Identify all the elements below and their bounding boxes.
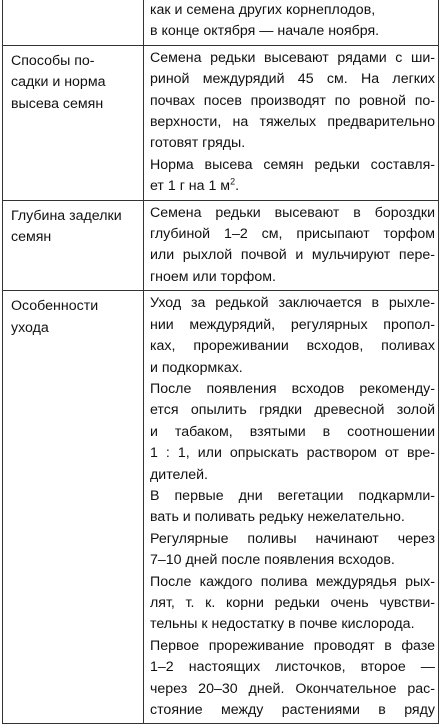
text-line-content: лят, т. к. корни редьки очень чувстви-	[150, 594, 435, 611]
text-line-content: 1–2 настоящих листочков, второе —	[150, 659, 435, 676]
text-line	[150, 91, 435, 112]
text-line-content: как и семена других корнеплодов,	[150, 2, 376, 18]
text-line	[150, 358, 435, 379]
text-line-content: ется опылить грядки древесной золой	[150, 402, 435, 419]
paragraph	[150, 486, 435, 529]
text-line-content: В первые дни вегетации подкармли-	[150, 487, 435, 504]
text-line-tail: .	[235, 178, 240, 195]
text-line	[150, 636, 435, 657]
text-line	[150, 700, 435, 721]
text-line-content: Уход за редькой заключается в рыхле-	[150, 295, 435, 312]
text-line	[150, 293, 435, 314]
row-label-line: садки и норма	[11, 74, 106, 91]
paragraph	[150, 293, 435, 379]
text-line	[150, 315, 435, 336]
text-line	[150, 155, 435, 176]
paragraph	[150, 529, 435, 572]
text-line-content: Первое прореживание проводят в фазе	[150, 637, 435, 654]
row-text-cell	[144, 45, 439, 200]
row-text-cell	[144, 200, 439, 291]
text-line	[150, 614, 435, 635]
text-line	[150, 465, 435, 486]
paragraph	[150, 572, 435, 636]
text-line-content: почвах посев производят по ровной по-	[150, 92, 435, 109]
text-line	[150, 224, 435, 245]
text-line-content: риной междурядий 45 см. На легких	[150, 71, 435, 88]
text-line-content: верхности, на тяжелых предварительно	[150, 114, 435, 131]
paragraph	[150, 155, 435, 198]
paragraph	[150, 379, 435, 486]
text-line-content: стояние между растениями в ряду	[150, 702, 435, 718]
paragraph	[150, 48, 435, 155]
text-line-content: ках, прореживании всходов, поливах	[150, 338, 435, 355]
superscript: 2	[230, 176, 236, 187]
row-label-cell	[3, 291, 144, 724]
text-line	[150, 133, 435, 154]
row-label-line: семян	[11, 229, 52, 246]
text-line-content: После каждого полива междурядья рых-	[150, 573, 435, 590]
text-line	[150, 679, 435, 700]
table-body	[3, 0, 439, 724]
row-label-line: ухода	[11, 319, 49, 336]
text-line	[150, 112, 435, 133]
text-line	[150, 267, 435, 288]
row-label-line: Особенности	[11, 298, 99, 315]
text-line-content: 7–10 дней после появления всходов.	[150, 552, 395, 569]
table-row	[3, 45, 439, 200]
text-line-content: глубиной 1–2 см, присыпают торфом	[150, 226, 435, 243]
text-line	[150, 0, 435, 21]
row-label-line: Способы по-	[11, 52, 95, 69]
text-line-content: через 20–30 дней. Окончательное рас-	[150, 680, 435, 697]
row-label-line: высева семян	[11, 95, 104, 112]
text-line-content: После появления всходов рекоменду-	[150, 380, 435, 397]
text-line	[150, 336, 435, 357]
row-label-line: Глубина заделки	[11, 207, 122, 224]
text-line	[150, 443, 435, 464]
text-line	[150, 550, 435, 571]
text-line-content: и табаком, взятыми в соотношении	[150, 423, 435, 440]
text-line-content: 1 : 1, или опрыскать раствором от вре-	[150, 445, 435, 462]
paragraph	[150, 203, 435, 289]
text-line-content: Семена редьки высевают рядами с ши-	[150, 49, 435, 66]
text-line	[150, 529, 435, 550]
row-label-cell	[3, 0, 144, 45]
agro-table	[2, 0, 439, 724]
text-line	[150, 203, 435, 224]
text-line	[150, 379, 435, 400]
text-line-content: Семена редьки высевают в бороздки	[150, 204, 435, 221]
text-line	[150, 486, 435, 507]
table-row	[3, 200, 439, 291]
text-line	[150, 507, 435, 528]
text-line-content: и подкормках.	[150, 359, 243, 376]
text-line	[150, 400, 435, 421]
table-row	[3, 291, 439, 724]
text-line	[150, 572, 435, 593]
text-line-content: гноем или торфом.	[150, 268, 276, 285]
paragraph	[150, 636, 435, 722]
text-line	[150, 245, 435, 266]
row-label-cell	[3, 200, 144, 291]
text-line-content: ет 1 г на 1 м	[150, 178, 231, 195]
table-row	[3, 0, 439, 45]
row-text-cell	[144, 0, 439, 45]
text-line	[150, 69, 435, 90]
text-line	[150, 422, 435, 443]
row-text-cell	[144, 291, 439, 724]
text-line-content: Регулярные поливы начинают через	[150, 530, 435, 547]
text-line	[150, 48, 435, 69]
text-line	[150, 657, 435, 678]
text-line-content: готовят гряды.	[150, 135, 246, 152]
text-line	[150, 593, 435, 614]
text-line	[150, 176, 435, 197]
text-line-content: Норма высева семян редьки составля-	[150, 156, 435, 173]
paragraph	[150, 0, 435, 43]
text-line	[150, 21, 435, 42]
text-line-content: в конце октября — начале ноября.	[150, 23, 380, 40]
text-line-content: вать и поливать редьку нежелательно.	[150, 509, 405, 526]
text-line-content: или рыхлой почвой и мульчируют пере-	[150, 247, 435, 264]
text-line-content: тельны к недостатку в почве кислорода.	[150, 616, 415, 633]
text-line-content: нии междурядий, регулярных пропол-	[150, 316, 435, 333]
text-line-content: дителей.	[150, 466, 208, 483]
row-label-cell	[3, 45, 144, 200]
